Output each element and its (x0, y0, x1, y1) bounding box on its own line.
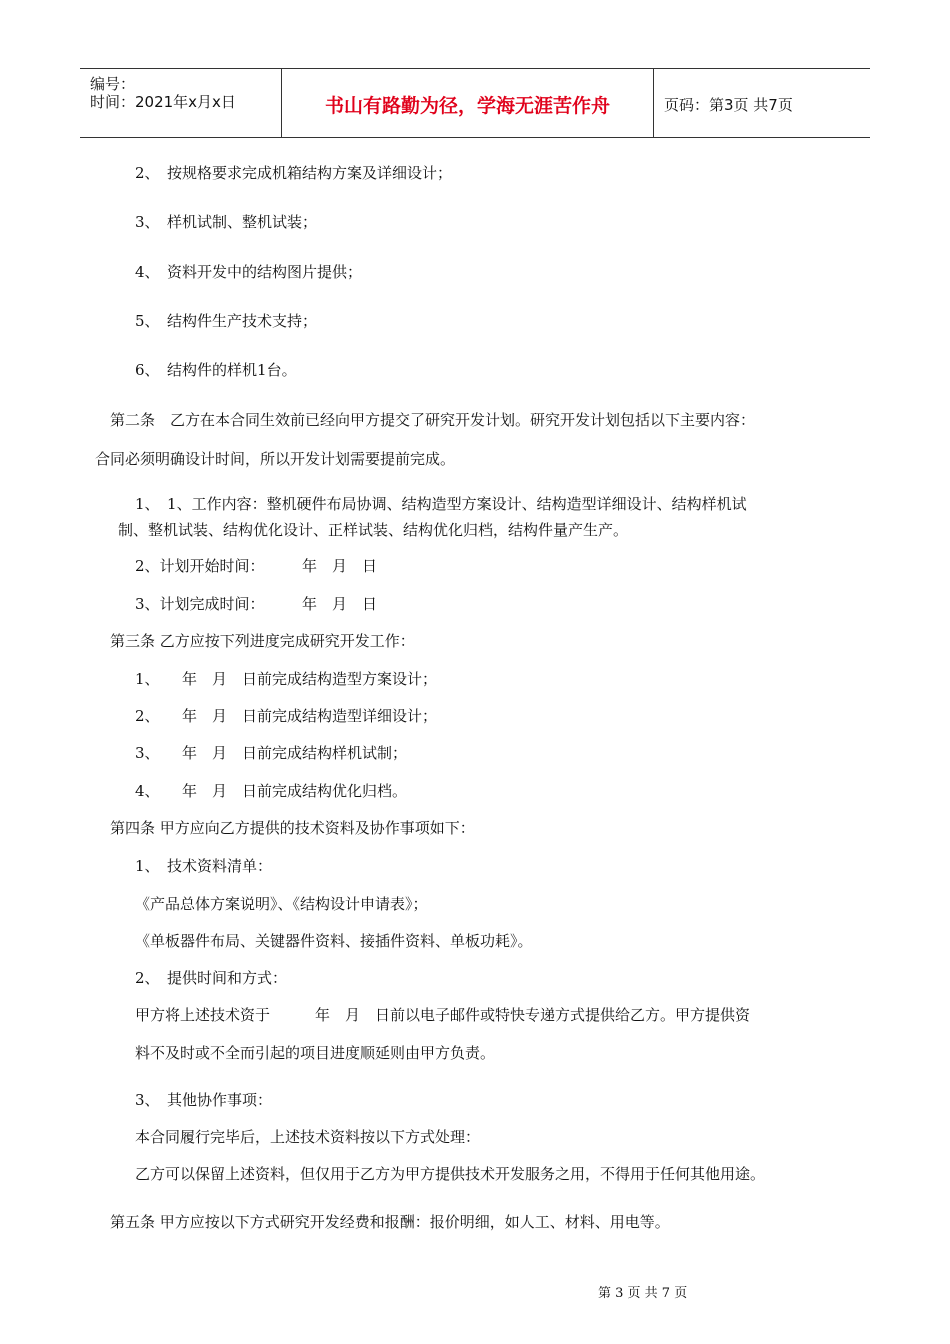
page-header (80, 68, 870, 138)
body-line: 3、 其他协作事项： (135, 1091, 273, 1109)
body-line: 4、 资料开发中的结构图片提供； (135, 263, 363, 281)
body-line: 《单板器件布局、关键器件资料、接插件资料、单板功耗》。 (135, 932, 533, 950)
body-line: 3、 样机试制、整机试装； (135, 213, 318, 231)
article-heading: 第四条 甲方应向乙方提供的技术资料及协作事项如下： (110, 819, 475, 837)
article-heading: 第二条 乙方在本合同生效前已经向甲方提交了研究开发计划。研究开发计划包括以下主要内容： (110, 411, 756, 429)
body-line: 1、 1、工作内容：整机硬件布局协调、结构造型方案设计、结构造型详细设计、结构样机试 (135, 495, 747, 513)
article-heading: 第五条 甲方应按以下方式研究开发经费和报酬：报价明细，如人工、材料、用电等。 (110, 1213, 670, 1231)
document-number-label: 编号： (90, 75, 136, 93)
body-line: 6、 结构件的样机1台。 (135, 361, 297, 379)
body-line: 本合同履行完毕后，上述技术资料按以下方式处理： (135, 1128, 481, 1146)
body-line: 2、 按规格要求完成机箱结构方案及详细设计； (135, 164, 453, 182)
page-footer: 第 3 页 共 7 页 (598, 1286, 688, 1301)
body-line: 1、 年 月 日前完成结构造型方案设计； (135, 670, 438, 688)
header-motto: 书山有路勤为径，学海无涯苦作舟 (324, 95, 610, 117)
header-info-cell (80, 69, 282, 137)
body-line: 2、 年 月 日前完成结构造型详细设计； (135, 707, 438, 725)
header-page-cell (654, 69, 870, 137)
header-page-code: 页码：第3页 共7页 (664, 96, 793, 114)
body-line: 制、整机试装、结构优化设计、正样试装、结构优化归档，结构件量产生产。 (118, 521, 629, 539)
body-line: 《产品总体方案说明》、《结构设计申请表》； (135, 895, 428, 913)
body-line: 5、 结构件生产技术支持； (135, 312, 318, 330)
body-line: 甲方将上述技术资于 年 月 日前以电子邮件或特快专递方式提供给乙方。甲方提供资 (135, 1006, 751, 1024)
body-line: 料不及时或不全而引起的项目进度顺延则由甲方负责。 (135, 1044, 496, 1062)
document-time-label: 时间：2021年x月x日 (90, 93, 236, 111)
body-line: 3、 年 月 日前完成结构样机试制； (135, 744, 408, 762)
body-line: 乙方可以保留上述资料，但仅用于乙方为甲方提供技术开发服务之用，不得用于任何其他用途。 (135, 1165, 766, 1183)
body-line: 2、计划开始时间： 年 月 日 (135, 557, 378, 575)
body-line: 1、 技术资料清单： (135, 857, 273, 875)
body-line: 合同必须明确设计时间，所以开发计划需要提前完成。 (95, 450, 456, 468)
body-line: 3、计划完成时间： 年 月 日 (135, 595, 378, 613)
body-line: 4、 年 月 日前完成结构优化归档。 (135, 782, 408, 800)
body-line: 2、 提供时间和方式： (135, 969, 288, 987)
article-heading: 第三条 乙方应按下列进度完成研究开发工作： (110, 632, 415, 650)
header-motto-cell (282, 69, 654, 137)
